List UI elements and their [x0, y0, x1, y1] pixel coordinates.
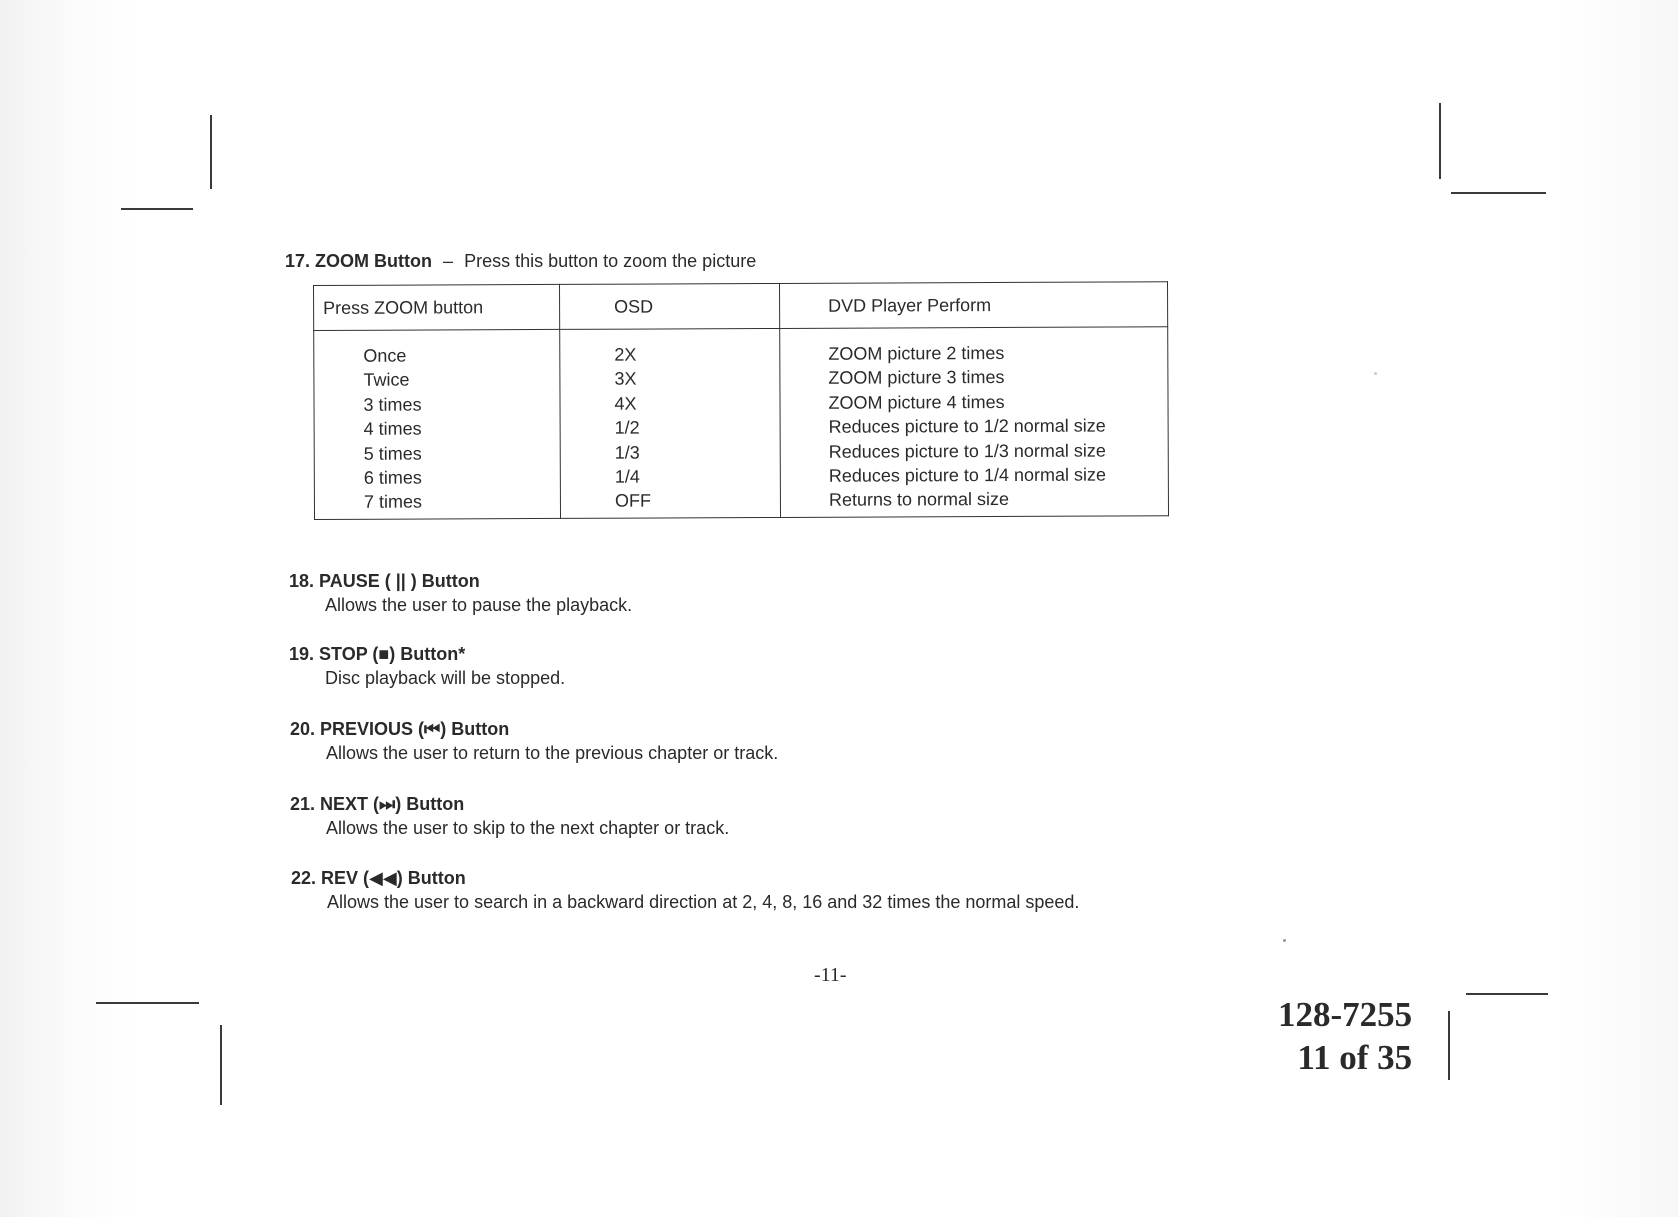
section-17-heading	[285, 251, 756, 272]
page-number: -11-	[814, 964, 847, 986]
osd-value: 1/3	[614, 442, 640, 463]
crop-mark-top-right-vertical	[1439, 103, 1441, 179]
scan-speck	[1374, 372, 1377, 375]
crop-mark-top-right-horizontal	[1451, 192, 1546, 194]
item-description: Allows the user to search in a backward direction at 2, 4, 8, 16 and 32 times the normal speed.	[327, 892, 1080, 912]
perform-text: Reduces picture to 1/3 normal size	[828, 440, 1106, 462]
page-of-count: 11 of 35	[1297, 1038, 1413, 1077]
perform-text: Reduces picture to 1/2 normal size	[828, 415, 1106, 437]
crop-mark-top-left-vertical	[210, 115, 212, 189]
press-count: 7 times	[363, 491, 423, 513]
item-21-next	[290, 792, 729, 840]
perform-text: ZOOM picture 4 times	[828, 391, 1005, 413]
document-code: 128-7255	[1278, 995, 1413, 1034]
table-body-row	[314, 327, 1169, 519]
crop-mark-bottom-right-horizontal	[1466, 993, 1548, 995]
item-20-previous	[290, 717, 778, 765]
osd-value: 1/4	[614, 466, 640, 487]
section-title: ZOOM Button	[315, 251, 433, 271]
press-count: 4 times	[363, 418, 422, 439]
item-description: Allows the user to skip to the next chapter or track.	[326, 818, 730, 838]
perform-text: Returns to normal size	[828, 489, 1010, 511]
item-heading: 20. PREVIOUS (⏮) Button	[290, 719, 510, 739]
item-18-pause	[289, 569, 632, 617]
press-count: 6 times	[363, 467, 422, 488]
perform-text: ZOOM picture 3 times	[828, 367, 1005, 389]
press-count: Twice	[363, 369, 410, 391]
column-header-osd: OSD	[559, 283, 779, 329]
item-heading: 21. NEXT (⏭) Button	[290, 794, 465, 814]
crop-mark-bottom-right-vertical	[1448, 1011, 1450, 1080]
item-22-rev	[291, 866, 1079, 914]
osd-value: 3X	[614, 368, 637, 390]
press-count: Once	[363, 345, 407, 366]
item-heading: 19. STOP (■) Button*	[289, 644, 466, 664]
column-header-perform: DVD Player Perform	[779, 282, 1167, 329]
osd-value: 4X	[614, 393, 637, 414]
crop-mark-top-left-horizontal	[121, 208, 193, 210]
zoom-table	[313, 281, 1169, 519]
section-number: 17.	[285, 251, 311, 271]
press-count: 3 times	[363, 394, 422, 415]
item-description: Allows the user to pause the playback.	[325, 595, 633, 615]
item-heading: 22. REV (◀◀) Button	[291, 868, 466, 888]
column-header-press: Press ZOOM button	[314, 284, 560, 330]
scan-speck	[1283, 939, 1286, 942]
osd-value: 1/2	[614, 417, 640, 438]
section-dash: –	[443, 251, 454, 271]
crop-mark-bottom-left-vertical	[220, 1025, 222, 1105]
press-count-column	[314, 329, 561, 519]
press-count: 5 times	[363, 443, 422, 464]
osd-column	[560, 328, 781, 518]
item-description: Allows the user to return to the previous chapter or track.	[326, 743, 779, 763]
osd-value: 2X	[614, 344, 637, 365]
table-header-row	[314, 282, 1168, 331]
item-heading: 18. PAUSE ( || ) Button	[289, 571, 480, 591]
document-code-block	[1278, 993, 1412, 1079]
perform-text: ZOOM picture 2 times	[828, 342, 1005, 364]
item-description: Disc playback will be stopped.	[325, 668, 566, 688]
crop-mark-bottom-left-horizontal	[96, 1002, 199, 1004]
perform-text: Reduces picture to 1/4 normal size	[828, 464, 1107, 486]
item-19-stop	[289, 642, 565, 690]
perform-column	[780, 327, 1169, 517]
osd-value: OFF	[614, 490, 651, 512]
section-description: Press this button to zoom the picture	[464, 251, 757, 271]
